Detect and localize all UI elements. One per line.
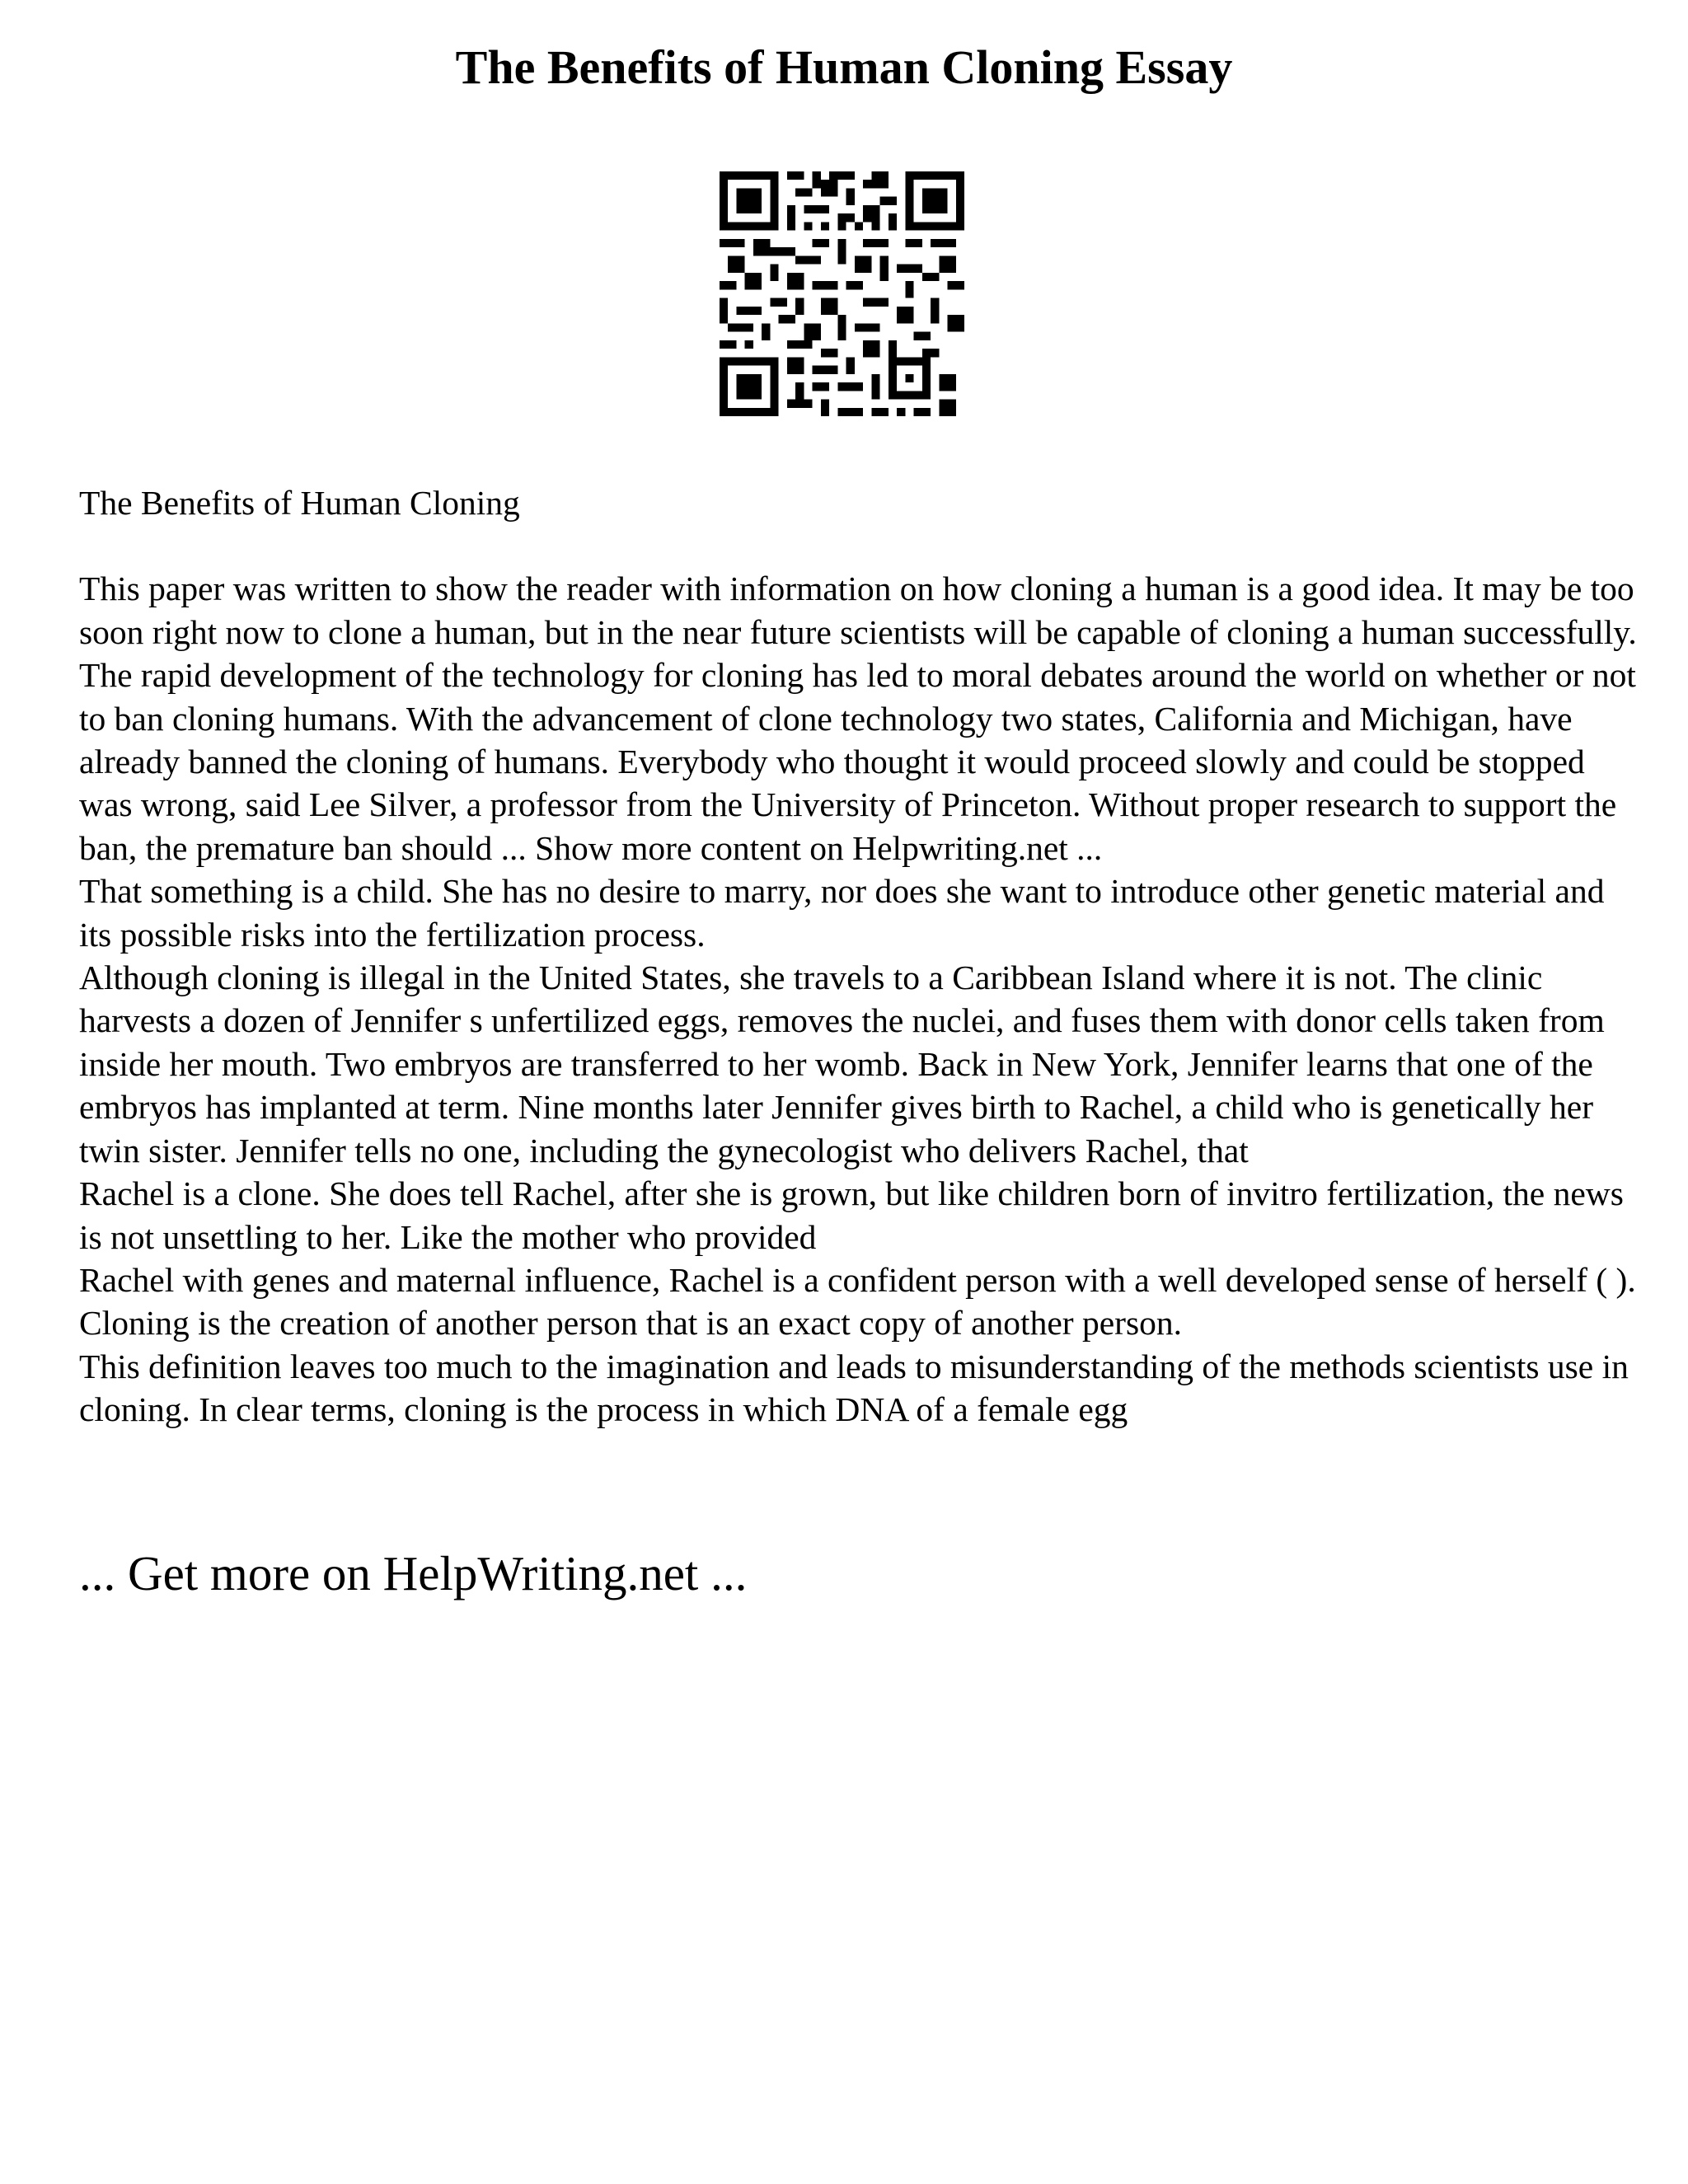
essay-paragraph: Although cloning is illegal in the United States, she travels to a Caribbean Island where it is not. The clinic harvests a dozen of Jennifer s unfertilized eggs, removes the nuclei, and fuses them with donor cells taken from inside her mouth. Two embryos are transferred to her womb. Back in New York, Jennifer learns that one of the embryos has implanted at term. Nine months later Jennifer gives birth to Rachel, a child who is genetically her twin sister. Jennifer tells no one, including the gynecologist who delivers Rachel, that [79,958,1605,1169]
essay-paragraph: That something is a child. She has no desire to marry, nor does she want to introduce other genetic material and its possible risks into the fertilization process. [79,872,1605,954]
page-title: The Benefits of Human Cloning Essay [455,40,1233,94]
get-more-link[interactable]: ... Get more on HelpWriting.net ... [79,1546,748,1601]
qr-code-icon[interactable] [720,171,964,416]
essay-body [79,481,1645,1432]
essay-paragraph: Rachel is a clone. She does tell Rachel, after she is grown, but like children born of invitro fertilization, the news is not unsettling to her. Like the mother who provided [79,1174,1624,1256]
essay-subtitle: The Benefits of Human Cloning [79,484,520,522]
essay-paragraph: This paper was written to show the reader with information on how cloning a human is a good idea. It may be too soon right now to clone a human, but in the near future scientists will be capable of cloning a human successfully. The rapid development of the technology for cloning has led to moral debates around the world on whether or not to ban cloning humans. With the advancement of clone technology two states, California and Michigan, have already banned the cloning of humans. Everybody who thought it would proceed slowly and could be stopped was wrong, said Lee Silver, a professor from the University of Princeton. Without proper research to support the ban, the premature ban should ... Show more content on Helpwriting.net ... [79,569,1637,867]
essay-paragraph: This definition leaves too much to the imagination and leads to misunderstanding of the methods scientists use in cloning. In clear terms, cloning is the process in which DNA of a female egg [79,1347,1629,1429]
essay-paragraph: Rachel with genes and maternal influence, Rachel is a confident person with a well developed sense of herself ( ). Cloning is the creation of another person that is an exact copy of another person. [79,1260,1636,1343]
